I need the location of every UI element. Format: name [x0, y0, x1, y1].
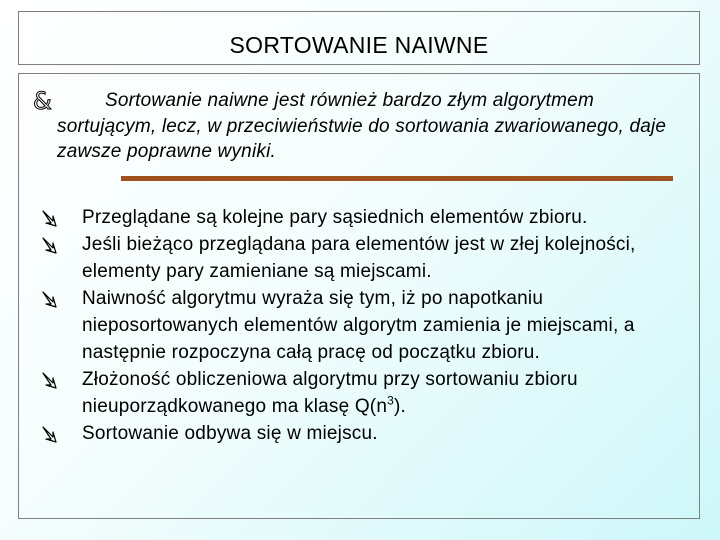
hollow-arrow-icon [41, 208, 61, 228]
bullet-text [82, 369, 578, 417]
title-box [18, 11, 700, 65]
bullet-item [41, 285, 701, 366]
bullet-item [41, 420, 701, 447]
ampersand-outline-icon [33, 90, 54, 112]
bullet-text: Naiwność algorytmu wyraża się tym, iż po napotkaniu nieposortowanych elementów algorytm zamienia je miejscami, a następnie rozpoczyna całą pracę od początku zbioru. [82, 288, 635, 363]
bullet-text-before: Złożoność obliczeniowa algorytmu przy sortowaniu zbioru nieuporządkowanego ma klasę Q(n [82, 369, 578, 417]
hollow-arrow-icon [41, 370, 61, 390]
bullet-text: Jeśli bieżąco przeglądana para elementów jest w złej kolejności, elementy pary zamieniane są miejscami. [82, 234, 636, 282]
hollow-arrow-icon [41, 289, 61, 309]
exponent: 3 [387, 393, 394, 408]
bullet-item [41, 366, 701, 420]
hollow-arrow-icon [41, 424, 61, 444]
content-box [18, 73, 700, 519]
hollow-arrow-icon [41, 235, 61, 255]
svg-text:&: & [33, 90, 52, 112]
bullet-list [41, 204, 701, 447]
intro-paragraph: Sortowanie naiwne jest również bardzo złym algorytmem sortującym, lecz, w przeciwieństwie do sortowania zwariowanego, daje zawsze poprawne wyniki. [57, 90, 667, 162]
divider-bar [121, 176, 673, 181]
slide-title: SORTOWANIE NAIWNE [229, 32, 489, 58]
bullet-text-after: ). [393, 396, 406, 417]
bullet-item [41, 204, 701, 231]
bullet-item [41, 231, 701, 285]
bullet-text: Sortowanie odbywa się w miejscu. [82, 423, 378, 444]
bullet-text: Przeglądane są kolejne pary sąsiednich elementów zbioru. [82, 207, 588, 228]
